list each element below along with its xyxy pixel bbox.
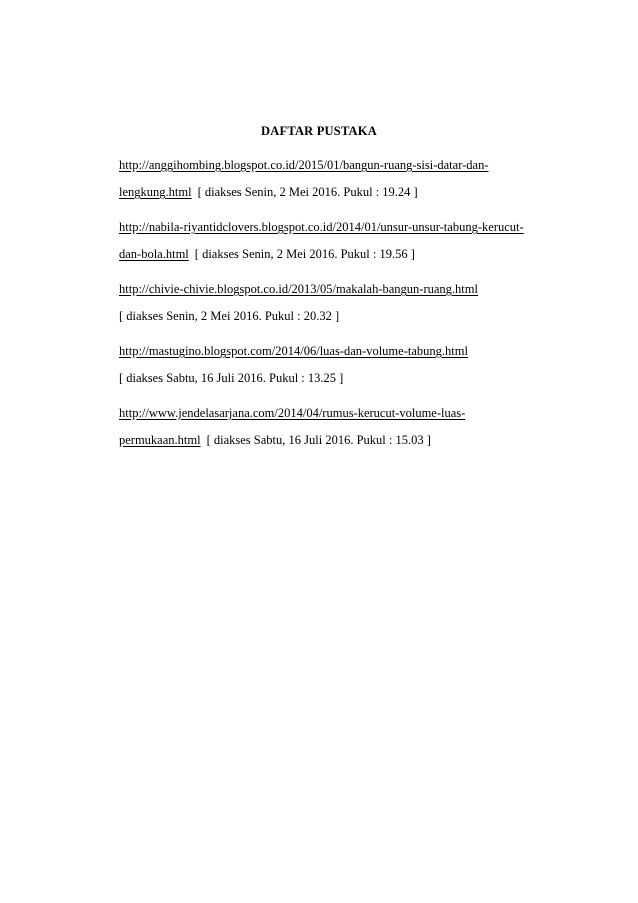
- reference-line: [119, 429, 539, 451]
- reference-entry: [119, 402, 539, 451]
- reference-url[interactable]: http://chivie-chivie.blogspot.co.id/2013/05/makalah-bangun-ruang.html: [119, 282, 478, 296]
- page-title: DAFTAR PUSTAKA: [261, 124, 377, 138]
- access-date: [ diakses Senin, 2 Mei 2016. Pukul : 20.32 ]: [119, 309, 340, 323]
- reference-entry: [119, 340, 539, 389]
- access-date: [ diakses Senin, 2 Mei 2016. Pukul : 19.24 ]: [197, 185, 418, 199]
- access-date: [ diakses Sabtu, 16 Juli 2016. Pukul : 15.03 ]: [206, 433, 431, 447]
- reference-url-continued[interactable]: permukaan.html: [119, 433, 201, 447]
- reference-line: [119, 216, 539, 238]
- reference-line: [119, 402, 539, 424]
- reference-line: [119, 154, 539, 176]
- reference-url-continued[interactable]: lengkung.html: [119, 185, 192, 199]
- access-date: [ diakses Senin, 2 Mei 2016. Pukul : 19.56 ]: [194, 247, 415, 261]
- reference-url[interactable]: http://anggihombing.blogspot.co.id/2015/01/bangun-ruang-sisi-datar-dan-: [119, 158, 489, 172]
- reference-url[interactable]: http://nabila-riyantidclovers.blogspot.co.id/2014/01/unsur-unsur-tabung-kerucut-: [119, 220, 524, 234]
- reference-list: [119, 154, 539, 464]
- access-date: [ diakses Sabtu, 16 Juli 2016. Pukul : 13.25 ]: [119, 371, 344, 385]
- reference-entry: [119, 278, 539, 327]
- reference-line: [119, 367, 539, 389]
- reference-line: [119, 305, 539, 327]
- reference-url-continued[interactable]: dan-bola.html: [119, 247, 189, 261]
- reference-url[interactable]: http://www.jendelasarjana.com/2014/04/rumus-kerucut-volume-luas-: [119, 406, 466, 420]
- reference-line: [119, 243, 539, 265]
- reference-url[interactable]: http://mastugino.blogspot.com/2014/06/luas-dan-volume-tabung.html: [119, 344, 468, 358]
- reference-line: [119, 278, 539, 300]
- reference-entry: [119, 154, 539, 203]
- reference-line: [119, 181, 539, 203]
- reference-line: [119, 340, 539, 362]
- reference-entry: [119, 216, 539, 265]
